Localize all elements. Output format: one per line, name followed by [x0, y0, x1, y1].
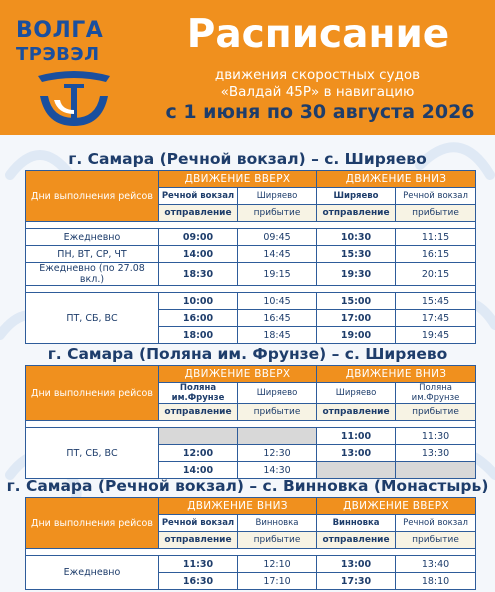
port-name: Речной вокзал — [159, 188, 238, 205]
port-name: Винновка — [317, 515, 396, 532]
departure-time: 11:00 — [317, 428, 396, 445]
logo-anchor-icon — [34, 70, 114, 130]
row-spacer — [26, 222, 476, 229]
departure-time: 11:30 — [159, 556, 238, 573]
arrival-time: 15:45 — [396, 293, 476, 310]
empty-cell — [159, 428, 238, 445]
row-spacer — [26, 421, 476, 428]
column-subheader: прибытие — [238, 404, 317, 421]
row-spacer — [26, 549, 476, 556]
departure-time: 10:30 — [317, 229, 396, 246]
logo-line-2: ТРЭВЭЛ — [16, 44, 100, 65]
port-name: Речной вокзал — [396, 188, 476, 205]
port-name: Поляна им.Фрунзе — [159, 383, 238, 404]
days-cell: Ежедневно — [26, 229, 159, 246]
port-name: Ширяево — [238, 383, 317, 404]
column-subheader: отправление — [159, 532, 238, 549]
port-name: Ширяево — [317, 383, 396, 404]
arrival-time: 19:45 — [396, 327, 476, 344]
departure-time: 10:00 — [159, 293, 238, 310]
empty-cell — [238, 428, 317, 445]
departure-time: 12:00 — [159, 445, 238, 462]
column-subheader: прибытие — [396, 205, 476, 222]
column-subheader: отправление — [317, 532, 396, 549]
column-subheader: прибытие — [396, 404, 476, 421]
departure-time: 14:00 — [159, 246, 238, 263]
port-name: Ширяево — [317, 188, 396, 205]
days-column-header: Дни выполнения рейсов — [26, 498, 159, 549]
arrival-time: 18:10 — [396, 573, 476, 590]
column-subheader: прибытие — [396, 532, 476, 549]
departure-time: 17:30 — [317, 573, 396, 590]
arrival-time: 12:10 — [238, 556, 317, 573]
header-banner — [0, 0, 495, 135]
arrival-time: 09:45 — [238, 229, 317, 246]
arrival-time: 16:15 — [396, 246, 476, 263]
arrival-time: 20:15 — [396, 263, 476, 286]
arrival-time: 12:30 — [238, 445, 317, 462]
days-column-header: Дни выполнения рейсов — [26, 366, 159, 421]
arrival-time: 17:45 — [396, 310, 476, 327]
direction-header: ДВИЖЕНИЕ ВНИЗ — [159, 498, 317, 515]
departure-time: 18:00 — [159, 327, 238, 344]
row-spacer — [26, 286, 476, 293]
port-name: Ширяево — [238, 188, 317, 205]
days-cell: Ежедневно — [26, 556, 159, 590]
column-subheader: отправление — [159, 205, 238, 222]
empty-cell — [396, 462, 476, 479]
departure-time: 15:00 — [317, 293, 396, 310]
direction-header: ДВИЖЕНИЕ ВНИЗ — [317, 366, 476, 383]
route-title-1: г. Самара (Речной вокзал) – с. Ширяево — [68, 150, 427, 168]
arrival-time: 14:45 — [238, 246, 317, 263]
company-logo — [16, 20, 134, 128]
days-column-header: Дни выполнения рейсов — [26, 171, 159, 222]
column-subheader: отправление — [317, 205, 396, 222]
arrival-time: 18:45 — [238, 327, 317, 344]
arrival-time: 14:30 — [238, 462, 317, 479]
empty-cell — [317, 462, 396, 479]
departure-time: 19:30 — [317, 263, 396, 286]
schedule-table-3 — [25, 497, 476, 590]
port-name: Речной вокзал — [396, 515, 476, 532]
departure-time: 16:00 — [159, 310, 238, 327]
subtitle-line-1: движения скоростных судов — [214, 67, 421, 83]
days-cell: ПТ, СБ, ВС — [26, 428, 159, 479]
direction-header: ДВИЖЕНИЕ ВВЕРХ — [159, 171, 317, 188]
column-subheader: прибытие — [238, 205, 317, 222]
page-title: Расписание — [186, 12, 450, 57]
departure-time: 18:30 — [159, 263, 238, 286]
arrival-time: 19:15 — [238, 263, 317, 286]
days-cell: Ежедневно (по 27.08 вкл.) — [26, 263, 159, 286]
departure-time: 14:00 — [159, 462, 238, 479]
port-name: Поляна им.Фрунзе — [396, 383, 476, 404]
route-title-3: г. Самара (Речной вокзал) – с. Винновка (Монастырь) — [6, 477, 489, 495]
subtitle-line-2: «Валдай 45Р» в навигацию — [220, 84, 415, 100]
column-subheader: отправление — [159, 404, 238, 421]
arrival-time: 11:15 — [396, 229, 476, 246]
departure-time: 15:30 — [317, 246, 396, 263]
column-subheader: прибытие — [238, 532, 317, 549]
days-cell: ПН, ВТ, СР, ЧТ — [26, 246, 159, 263]
arrival-time: 16:45 — [238, 310, 317, 327]
arrival-time: 11:30 — [396, 428, 476, 445]
arrival-time: 13:40 — [396, 556, 476, 573]
schedule-table-2 — [25, 365, 476, 479]
schedule-table-1 — [25, 170, 476, 344]
departure-time: 16:30 — [159, 573, 238, 590]
direction-header: ДВИЖЕНИЕ ВВЕРХ — [317, 498, 476, 515]
arrival-time: 13:30 — [396, 445, 476, 462]
route-title-2: г. Самара (Поляна им. Фрунзе) – с. Ширяево — [47, 345, 448, 363]
logo-line-1: ВОЛГА — [16, 18, 104, 43]
departure-time: 09:00 — [159, 229, 238, 246]
arrival-time: 17:10 — [238, 573, 317, 590]
departure-time: 13:00 — [317, 445, 396, 462]
port-name: Винновка — [238, 515, 317, 532]
port-name: Речной вокзал — [159, 515, 238, 532]
column-subheader: отправление — [317, 404, 396, 421]
direction-header: ДВИЖЕНИЕ ВНИЗ — [317, 171, 476, 188]
schedule-period: с 1 июня по 30 августа 2026 — [165, 101, 475, 123]
departure-time: 19:00 — [317, 327, 396, 344]
departure-time: 17:00 — [317, 310, 396, 327]
direction-header: ДВИЖЕНИЕ ВВЕРХ — [159, 366, 317, 383]
arrival-time: 10:45 — [238, 293, 317, 310]
days-cell: ПТ, СБ, ВС — [26, 293, 159, 344]
departure-time: 13:00 — [317, 556, 396, 573]
